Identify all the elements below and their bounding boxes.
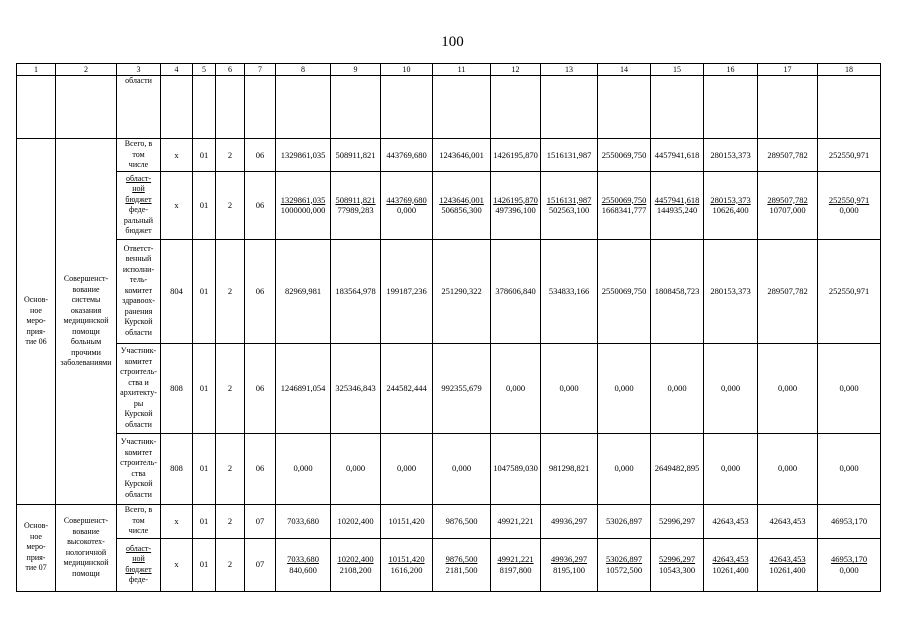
amount-cell: 0,000 [276, 433, 331, 504]
regional-budget-amount: 1243646,001 [439, 194, 484, 205]
amount-cell [541, 538, 598, 591]
federal-budget-amount: 502563,100 [548, 205, 590, 215]
amount-cell [704, 171, 758, 239]
amount-cell: 0,000 [818, 343, 881, 433]
column-number-header: 14 [598, 64, 651, 76]
regional-budget-amount: 9876,500 [445, 554, 478, 564]
amount-cell: 52996,297 [651, 504, 704, 538]
column-number-header: 1 [17, 64, 56, 76]
budget-code-cell: 07 [245, 504, 276, 538]
federal-budget-amount: 10707,000 [769, 205, 806, 215]
regional-budget-amount: 49936,297 [550, 554, 588, 564]
amount-cell [433, 538, 491, 591]
amount-cell: 0,000 [704, 433, 758, 504]
amount-cell: 534833,166 [541, 239, 598, 343]
executor-cell [117, 76, 161, 139]
budget-code-cell: 01 [193, 343, 216, 433]
federal-budget-amount: 10572,500 [605, 564, 643, 575]
federal-budget-amount: 1616,200 [390, 564, 423, 575]
amount-cell: 1246891,054 [276, 343, 331, 433]
amount-cell: 183564,978 [331, 239, 381, 343]
executor-cell [117, 343, 161, 433]
column-number-header: 6 [216, 64, 245, 76]
amount-cell: 2649482,895 [651, 433, 704, 504]
amount-cell [276, 538, 331, 591]
table-row [17, 504, 881, 538]
table-row [17, 343, 881, 433]
regional-budget-amount: 10151,420 [388, 554, 425, 564]
executor-cell [117, 139, 161, 172]
amount-cell: 378606,840 [491, 239, 541, 343]
budget-code-cell: 01 [193, 171, 216, 239]
amount-cell: 0,000 [704, 343, 758, 433]
federal-budget-amount: 2108,200 [339, 564, 372, 575]
federal-budget-amount: 10543,300 [658, 564, 696, 575]
amount-cell [598, 538, 651, 591]
regional-budget-amount: 280153,373 [710, 194, 751, 205]
amount-cell: 0,000 [541, 343, 598, 433]
amount-cell: 0,000 [758, 343, 818, 433]
table-row [17, 239, 881, 343]
amount-cell [758, 538, 818, 591]
amount-cell: 0,000 [433, 433, 491, 504]
amount-cell [598, 76, 651, 139]
federal-budget-amount: 2181,500 [445, 564, 478, 575]
regional-budget-amount: 289507,782 [767, 194, 808, 205]
amount-cell: 252550,971 [818, 139, 881, 172]
budget-code-cell: 06 [245, 171, 276, 239]
regional-budget-amount: 10202,400 [337, 554, 374, 564]
regional-budget-amount: 7033,680 [287, 554, 319, 564]
budget-code-cell: 2 [216, 171, 245, 239]
federal-budget-amount: 497396,100 [495, 205, 536, 215]
amount-cell: 49936,297 [541, 504, 598, 538]
executor-cell [117, 239, 161, 343]
amount-cell: 7033,680 [276, 504, 331, 538]
amount-cell: 1516131,987 [541, 139, 598, 172]
budget-code-cell: 2 [216, 538, 245, 591]
table-row [17, 538, 881, 591]
amount-cell: 981298,821 [541, 433, 598, 504]
amount-cell: 1243646,001 [433, 139, 491, 172]
federal-budget-amount: 0,000 [396, 205, 417, 215]
executor-label: Всего, в том числе [124, 139, 153, 169]
executor-cell [117, 504, 161, 538]
amount-cell: 49921,221 [491, 504, 541, 538]
amount-cell [758, 171, 818, 239]
amount-cell: 244582,444 [381, 343, 433, 433]
column-number-header: 2 [56, 64, 117, 76]
column-number-header: 13 [541, 64, 598, 76]
regional-budget-amount: 52996,297 [658, 554, 696, 564]
regional-budget-amount: 508911,821 [335, 194, 376, 205]
amount-cell: 251290,322 [433, 239, 491, 343]
federal-budget-amount: 8195,100 [553, 564, 585, 575]
regional-budget-amount: 443769,680 [386, 194, 427, 205]
budget-code-cell: 808 [161, 433, 193, 504]
column-number-header: 17 [758, 64, 818, 76]
column-number-header: 3 [117, 64, 161, 76]
column-number-header: 16 [704, 64, 758, 76]
budget-code-cell: 804 [161, 239, 193, 343]
federal-budget-amount: 1000000,000 [280, 205, 326, 215]
amount-cell: 0,000 [758, 433, 818, 504]
description-cell: Совершенст- вование высокотех- нологичной медицинской помощи [56, 504, 117, 591]
federal-budget-amount: 1668341,777 [601, 205, 647, 215]
regional-budget-amount: 46953,170 [830, 554, 868, 564]
executor-label: феде- ральный бюджет [123, 205, 154, 235]
amount-cell: 508911,821 [331, 139, 381, 172]
amount-cell: 1426195,870 [491, 139, 541, 172]
amount-cell [704, 538, 758, 591]
column-number-header: 8 [276, 64, 331, 76]
amount-cell [381, 76, 433, 139]
budget-code-cell: 2 [216, 433, 245, 504]
federal-budget-amount: 10261,400 [769, 564, 806, 575]
amount-cell: 46953,170 [818, 504, 881, 538]
executor-label: феде- [129, 575, 148, 584]
budget-code-cell: х [161, 139, 193, 172]
description-cell: Совершенст- вование системы оказания медицинской помощи больным прочими заболеваниями [56, 139, 117, 505]
budget-code-cell: 808 [161, 343, 193, 433]
amount-cell [818, 171, 881, 239]
amount-cell [704, 76, 758, 139]
amount-cell: 2550069,750 [598, 139, 651, 172]
amount-cell: 0,000 [491, 343, 541, 433]
column-number-header: 10 [381, 64, 433, 76]
federal-budget-amount: 77989,283 [337, 205, 374, 215]
federal-budget-amount: 840,600 [289, 564, 317, 575]
amount-cell [541, 171, 598, 239]
table-row [17, 139, 881, 172]
executor-label: област- ной бюджет [125, 543, 152, 574]
event-cell: Основ- ное меро- прия- тие 07 [17, 504, 56, 591]
header-row [17, 64, 881, 76]
amount-cell: 1329861,035 [276, 139, 331, 172]
event-cell: Основ- ное меро- прия- тие 06 [17, 139, 56, 505]
amount-cell: 0,000 [651, 343, 704, 433]
column-number-header: 18 [818, 64, 881, 76]
amount-cell: 10202,400 [331, 504, 381, 538]
budget-table [16, 63, 881, 592]
amount-cell: 0,000 [598, 343, 651, 433]
amount-cell: 289507,782 [758, 139, 818, 172]
federal-budget-amount: 0,000 [839, 205, 859, 215]
amount-cell: 2550069,750 [598, 239, 651, 343]
amount-cell: 9876,500 [433, 504, 491, 538]
amount-cell [331, 76, 381, 139]
page-number: 100 [441, 34, 464, 50]
regional-budget-amount: 1426195,870 [493, 194, 538, 205]
regional-budget-amount: 42643,453 [712, 554, 749, 564]
amount-cell: 443769,680 [381, 139, 433, 172]
executor-cell [117, 171, 161, 239]
amount-cell [818, 76, 881, 139]
budget-code-cell: х [161, 538, 193, 591]
budget-code-cell: 01 [193, 433, 216, 504]
amount-cell [381, 171, 433, 239]
executor-label: област- ной бюджет [125, 173, 152, 204]
amount-cell: 1808458,723 [651, 239, 704, 343]
amount-cell: 0,000 [598, 433, 651, 504]
column-number-header: 15 [651, 64, 704, 76]
regional-budget-amount: 252550,971 [828, 194, 870, 205]
executor-cell [117, 538, 161, 591]
table-row [17, 433, 881, 504]
budget-code-cell [161, 76, 193, 139]
column-number-header: 4 [161, 64, 193, 76]
amount-cell: 325346,843 [331, 343, 381, 433]
column-number-header: 5 [193, 64, 216, 76]
budget-code-cell: 2 [216, 504, 245, 538]
amount-cell: 280153,373 [704, 239, 758, 343]
column-number-header: 11 [433, 64, 491, 76]
executor-label: Участник- комитет строитель- ства и архитекту- ры Курской области [120, 346, 157, 429]
event-cell [17, 76, 56, 139]
amount-cell: 992355,679 [433, 343, 491, 433]
amount-cell [598, 171, 651, 239]
amount-cell [651, 538, 704, 591]
amount-cell: 42643,453 [704, 504, 758, 538]
amount-cell: 0,000 [818, 433, 881, 504]
amount-cell [818, 538, 881, 591]
amount-cell: 0,000 [381, 433, 433, 504]
budget-code-cell: 06 [245, 239, 276, 343]
budget-code-cell [216, 76, 245, 139]
amount-cell: 82969,981 [276, 239, 331, 343]
federal-budget-amount: 8197,800 [499, 564, 532, 575]
federal-budget-amount: 10261,400 [712, 564, 749, 575]
budget-code-cell: 06 [245, 139, 276, 172]
executor-label: Участник- комитет строитель- ства Курской области [120, 437, 157, 499]
budget-code-cell: 06 [245, 343, 276, 433]
executor-label: Ответст- венный исполни- тель- комитет здравоох- ранения Курской области [122, 243, 155, 337]
amount-cell: 199187,236 [381, 239, 433, 343]
budget-code-cell: 07 [245, 538, 276, 591]
amount-cell [651, 171, 704, 239]
amount-cell [331, 538, 381, 591]
amount-cell: 252550,971 [818, 239, 881, 343]
regional-budget-amount: 1516131,987 [546, 194, 592, 205]
regional-budget-amount: 49921,221 [497, 554, 534, 564]
amount-cell: 4457941,618 [651, 139, 704, 172]
budget-code-cell: 2 [216, 343, 245, 433]
regional-budget-amount: 53026,897 [605, 554, 643, 564]
federal-budget-amount: 506856,300 [441, 205, 482, 215]
budget-code-cell: 2 [216, 239, 245, 343]
budget-code-cell: 01 [193, 538, 216, 591]
budget-code-cell: 06 [245, 433, 276, 504]
amount-cell [541, 76, 598, 139]
federal-budget-amount: 144935,240 [656, 205, 698, 215]
budget-code-cell: х [161, 171, 193, 239]
amount-cell [491, 76, 541, 139]
amount-cell [491, 538, 541, 591]
executor-cell [117, 433, 161, 504]
amount-cell [433, 76, 491, 139]
budget-code-cell [245, 76, 276, 139]
amount-cell: 53026,897 [598, 504, 651, 538]
amount-cell [433, 171, 491, 239]
table-row [17, 76, 881, 139]
column-number-header: 12 [491, 64, 541, 76]
amount-cell: 280153,373 [704, 139, 758, 172]
executor-label: Всего, в том числе [124, 505, 153, 536]
table-body [17, 76, 881, 592]
regional-budget-amount: 42643,453 [769, 554, 806, 564]
amount-cell [651, 76, 704, 139]
amount-cell: 10151,420 [381, 504, 433, 538]
budget-code-cell: 01 [193, 139, 216, 172]
budget-code-cell: 01 [193, 504, 216, 538]
column-number-header: 7 [245, 64, 276, 76]
budget-code-cell: 01 [193, 239, 216, 343]
amount-cell: 289507,782 [758, 239, 818, 343]
federal-budget-amount: 10626,400 [712, 205, 749, 215]
amount-cell [491, 171, 541, 239]
regional-budget-amount: 2550069,750 [601, 194, 647, 205]
budget-code-cell [193, 76, 216, 139]
amount-cell [758, 76, 818, 139]
column-number-header: 9 [331, 64, 381, 76]
description-cell [56, 76, 117, 139]
amount-cell: 1047589,030 [491, 433, 541, 504]
table-header [17, 64, 881, 76]
federal-budget-amount: 0,000 [839, 564, 859, 575]
amount-cell [276, 76, 331, 139]
executor-label: области [125, 76, 152, 85]
amount-cell [276, 171, 331, 239]
amount-cell: 42643,453 [758, 504, 818, 538]
regional-budget-amount: 1329861,035 [280, 194, 326, 205]
budget-code-cell: х [161, 504, 193, 538]
amount-cell [381, 538, 433, 591]
amount-cell [331, 171, 381, 239]
budget-code-cell: 2 [216, 139, 245, 172]
table-row [17, 171, 881, 239]
amount-cell: 0,000 [331, 433, 381, 504]
regional-budget-amount: 4457941,618 [654, 194, 700, 205]
